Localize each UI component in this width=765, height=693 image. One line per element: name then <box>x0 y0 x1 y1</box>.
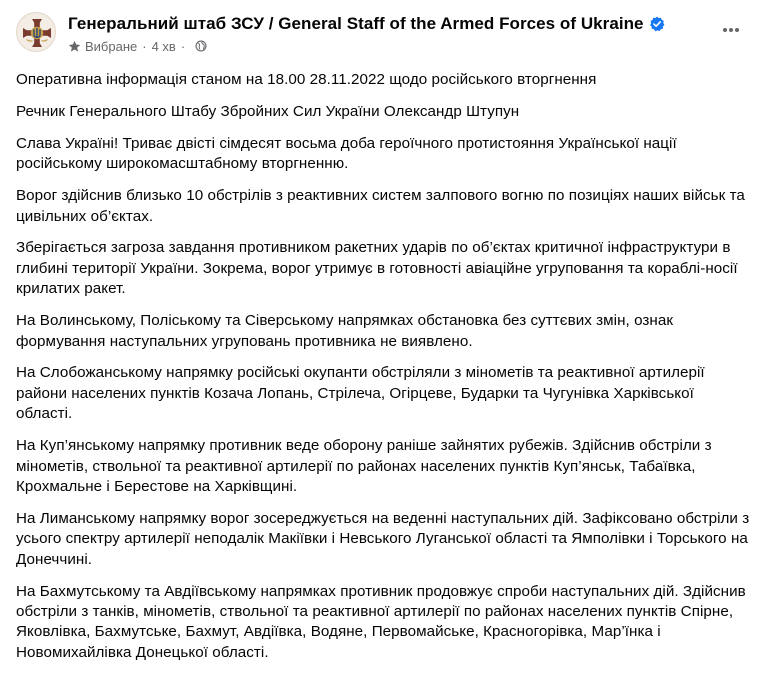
more-options-button[interactable] <box>713 12 749 48</box>
post-header-text <box>68 13 688 55</box>
page-name-row <box>68 13 688 35</box>
post-paragraph: На Волинському, Поліському та Сіверському напрямках обстановка без суттєвих змін, ознак формування наступальних угруповань противника не виявлено. <box>16 312 674 350</box>
post-meta <box>68 37 688 55</box>
post-content <box>16 70 751 675</box>
post-timestamp[interactable]: 4 хв <box>151 38 176 54</box>
post-paragraph: На Лиманському напрямку ворог зосереджується на веденні наступальних дій. Зафіксовано обстріли з усього спектру артилерії неподалік Макіївки і Невського Луганської області та Ямполівки і Торського на Донеччині. <box>16 509 750 568</box>
post-paragraph: На Слобожанському напрямку російські окупанти обстріляли з мінометів та реактивної артилерії райони населених пунктів Козача Лопань, Стрілеча, Огірцеве, Бударки та Чугунівка Харківської області. <box>16 364 705 423</box>
meta-separator-dot-2: · <box>180 38 186 54</box>
post-paragraph: Зберігається загроза завдання противником ракетних ударів по об’єктах критичної інфраструктури в глибині території України. Зокрема, ворог утримує в готовності авіаційне угруповання та кораблі-носії крилатих ракет. <box>16 239 738 298</box>
post-paragraph: Речник Генерального Штабу Збройних Сил України Олександр Штупун <box>16 102 520 120</box>
verified-badge-icon <box>649 16 665 32</box>
post-paragraph: На Куп’янському напрямку противник веде оборону раніше зайнятих рубежів. Здійснив обстріли з мінометів, ствольної та реактивної артилерії по районах населених пунктів Куп’янськ, Табаївка, Крохмальне і Берестове на Харківщині. <box>16 437 712 495</box>
post-paragraph: Ворог здійснив близько 10 обстрілів з реактивних систем залпового вогню по позиціях наших військ та цивільних об’єктах. <box>16 187 745 225</box>
page-avatar[interactable] <box>16 12 56 52</box>
globe-icon[interactable] <box>195 40 207 52</box>
armed-forces-emblem-icon <box>17 13 56 52</box>
post-paragraph: На Бахмутському та Авдіївському напрямках противник продовжує спроби наступальних дій. Здійснив обстріли з танків, мінометів, ствольної та реактивної артилерії по районах населених пунктів Спірне, Яковлівка, Бахмутське, Бахмут, Авдіївка, Водяне, Первомайське, Красногорівка, Мар’їнка і Новомихайлівка Донецької області. <box>16 582 746 661</box>
star-icon <box>68 40 81 53</box>
post-paragraph: Оперативна інформація станом на 18.00 28.11.2022 щодо російського вторгнення <box>16 71 597 88</box>
post-header <box>16 12 749 60</box>
post-paragraph: Слава Україні! Триває двісті сімдесят восьма доба героїчного протистояння Української нації російському широкомасштабному вторгненню. <box>16 134 677 173</box>
favorites-label: Вибране <box>85 38 138 54</box>
meta-separator-dot: · <box>142 38 147 54</box>
page-name-link[interactable]: Генеральний штаб ЗСУ / General Staff of the Armed Forces of Ukraine <box>68 14 644 33</box>
more-options-icon <box>721 20 741 40</box>
